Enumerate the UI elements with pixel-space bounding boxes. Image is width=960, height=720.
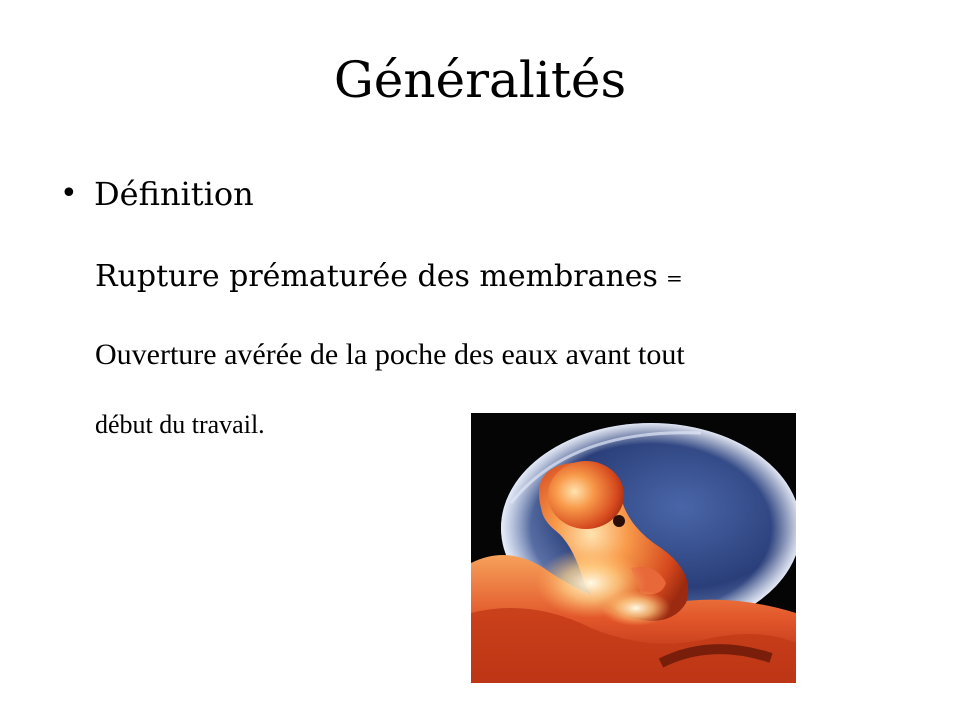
equals-sign: = <box>665 266 683 290</box>
embryo-photo <box>471 413 796 683</box>
slide-title: Généralités <box>333 51 627 109</box>
bullet-symbol: • <box>60 176 78 211</box>
term-line <box>95 255 683 300</box>
term-text: Rupture prématurée des membranes <box>95 259 658 294</box>
definition-line-2: début du travail. <box>95 410 265 439</box>
definition-line-1: Ouverture avérée de la poche des eaux avant tout <box>95 338 685 371</box>
bullet-item <box>60 172 254 216</box>
bullet-label: Définition <box>94 175 254 213</box>
